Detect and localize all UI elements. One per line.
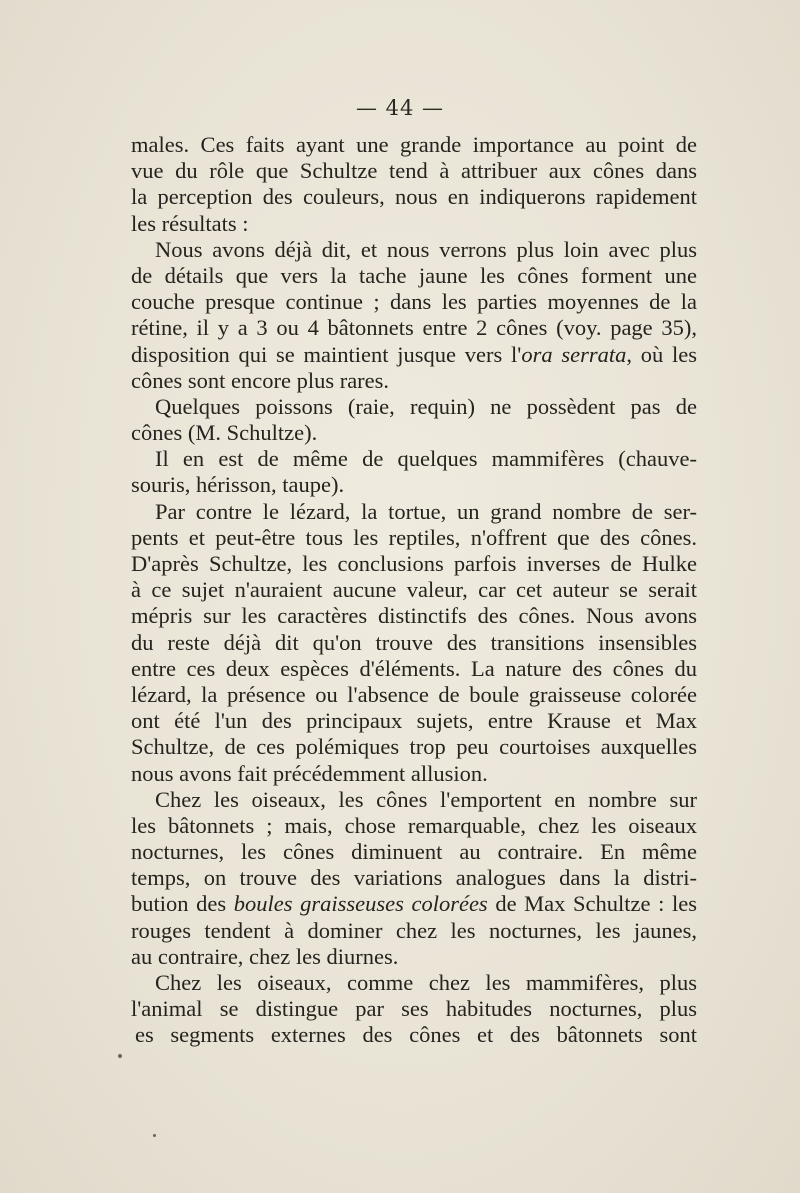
page-number: — 44 — bbox=[355, 96, 445, 120]
text-line: Par contre le lézard, la tortue, un grand nombre de ser- bbox=[155, 498, 697, 524]
text-line: de détails que vers la tache jaune les cônes forment une bbox=[131, 262, 697, 288]
text-line: Nous avons déjà dit, et nous verrons plus loin avec plus bbox=[155, 236, 697, 262]
text-line: bution des boules graisseuses colorées de Max Schultze : les bbox=[131, 891, 697, 917]
text-line: au contraire, chez les diurnes. bbox=[131, 943, 399, 969]
text-line: nocturnes, les cônes diminuent au contraire. En même bbox=[131, 839, 697, 865]
text-line: entre ces deux espèces d'éléments. La nature des cônes du bbox=[131, 655, 697, 681]
margin-mark bbox=[118, 1054, 122, 1058]
text-line: la perception des couleurs, nous en indiquerons rapidement bbox=[131, 184, 697, 210]
text-line: rétine, il y a 3 ou 4 bâtonnets entre 2 cônes (voy. page 35), bbox=[131, 315, 697, 341]
italic-term: ora serrata bbox=[521, 341, 627, 367]
text-line: ont été l'un des principaux sujets, entre Krause et Max bbox=[131, 708, 697, 734]
text-line: cônes (M. Schultze). bbox=[131, 420, 318, 446]
text-line: vue du rôle que Schultze tend à attribuer aux cônes dans bbox=[131, 158, 697, 184]
text-line: es segments externes des cônes et des bâtonnets sont bbox=[135, 1022, 697, 1048]
text-line: Chez les oiseaux, les cônes l'emportent en nombre sur bbox=[155, 786, 697, 812]
text-line: pents et peut-être tous les reptiles, n'offrent que des cônes. bbox=[131, 524, 697, 550]
text-line: lézard, la présence ou l'absence de boule graisseuse colorée bbox=[131, 681, 697, 707]
text-line: à ce sujet n'auraient aucune valeur, car cet auteur se serait bbox=[131, 577, 697, 603]
text-line: males. Ces faits ayant une grande importance au point de bbox=[131, 132, 697, 157]
margin-mark bbox=[153, 1134, 156, 1137]
text-line: D'après Schultze, les conclusions parfois inverses de Hulke bbox=[131, 551, 697, 576]
text-line: temps, on trouve des variations analogues dans la distri- bbox=[131, 865, 697, 891]
text-line: les résultats : bbox=[131, 210, 249, 236]
text-line: l'animal se distingue par ses habitudes nocturnes, plus bbox=[131, 996, 697, 1022]
text-line: du reste déjà dit qu'on trouve des transitions insensibles bbox=[131, 629, 697, 655]
italic-term: boules graisseuses colorées bbox=[233, 891, 488, 917]
text-line: Chez les oiseaux, comme chez les mammifères, plus bbox=[155, 970, 697, 995]
text-line: disposition qui se maintient jusque vers l'ora serrata, où les bbox=[131, 341, 697, 367]
text-line: mépris sur les caractères distinctifs des cônes. Nous avons bbox=[131, 603, 697, 629]
text-line: Schultze, de ces polémiques trop peu courtoises auxquelles bbox=[131, 734, 697, 760]
text-line: Quelques poissons (raie, requin) ne possèdent pas de bbox=[155, 393, 697, 419]
text-line: souris, hérisson, taupe). bbox=[131, 472, 345, 498]
text-line: Il en est de même de quelques mammifères (chauve- bbox=[155, 446, 697, 472]
text-line: rouges tendent à dominer chez les nocturnes, les jaunes, bbox=[131, 917, 697, 943]
text-line: couche presque continue ; dans les parties moyennes de la bbox=[131, 289, 697, 315]
text-line: nous avons fait précédemment allusion. bbox=[131, 760, 488, 786]
text-line: cônes sont encore plus rares. bbox=[131, 367, 390, 393]
text-line: les bâtonnets ; mais, chose remarquable, chez les oiseaux bbox=[131, 812, 697, 838]
body-text bbox=[131, 132, 697, 1049]
